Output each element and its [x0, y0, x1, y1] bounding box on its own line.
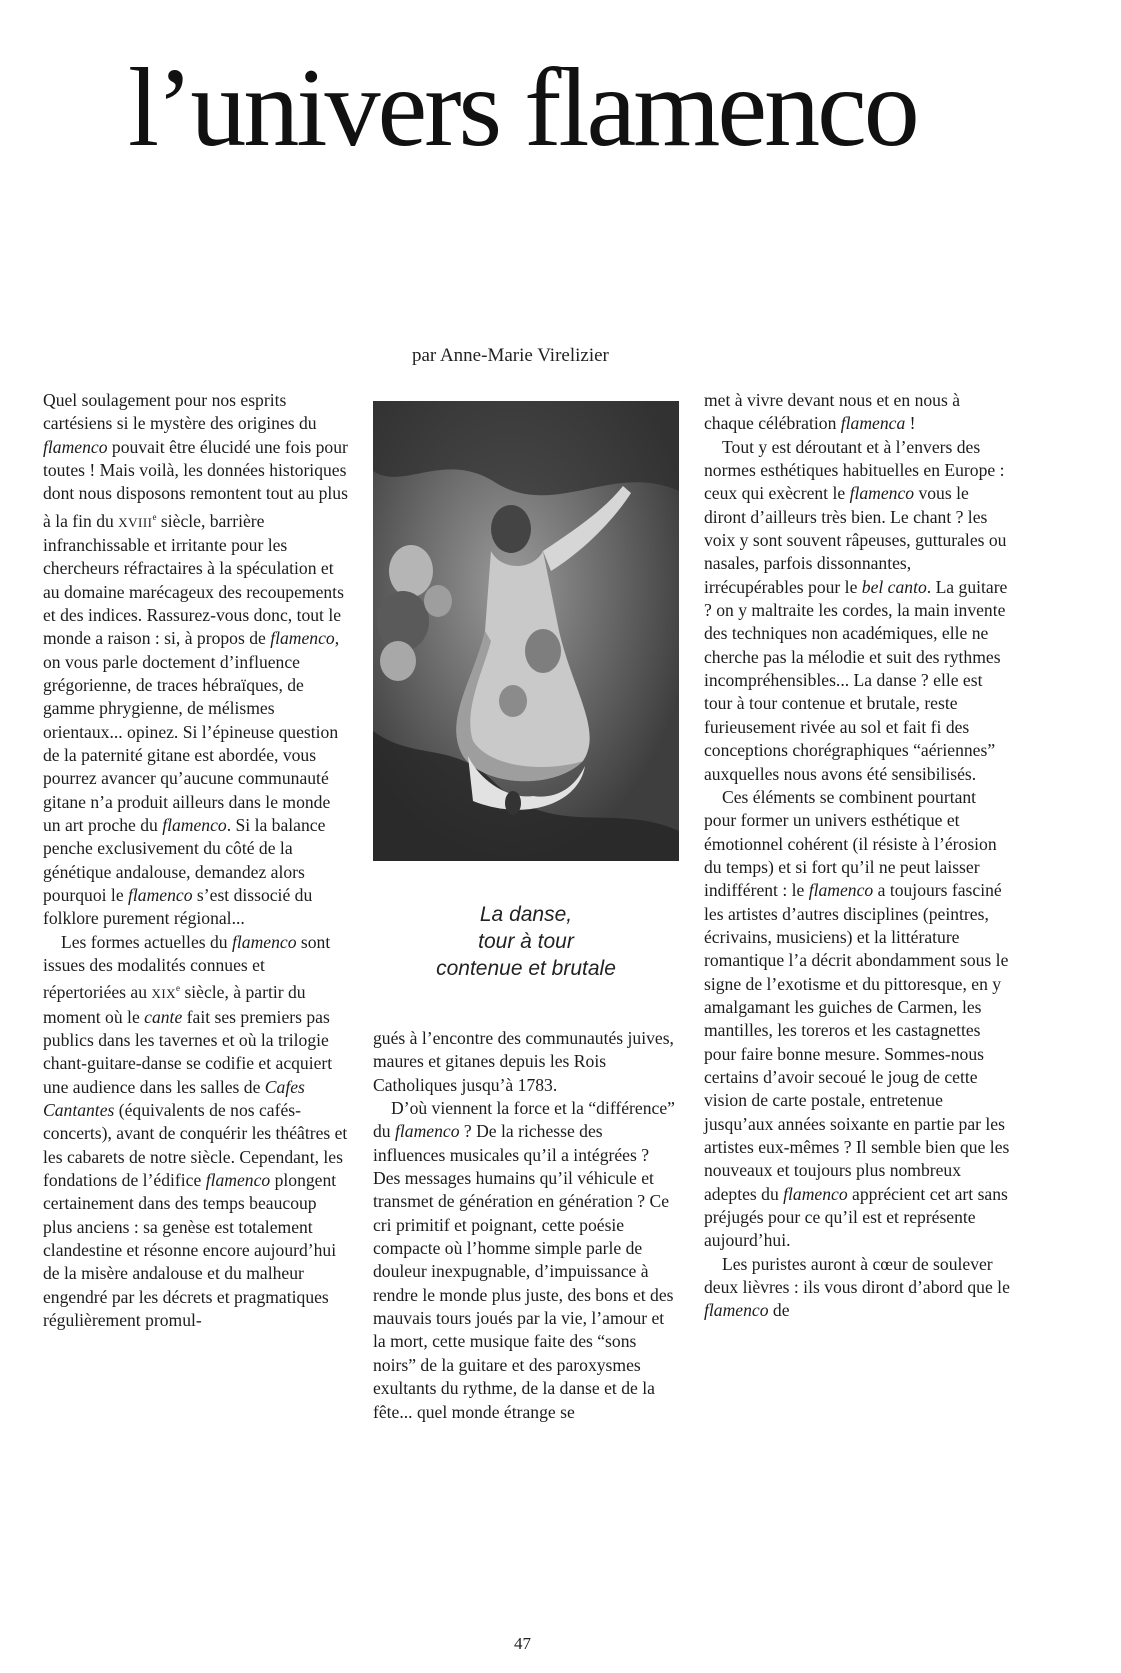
century-numeral: XVIII [118, 514, 153, 530]
text-run: met à vivre devant nous et en nous à chaque célébration [704, 390, 961, 434]
paragraph [704, 436, 1011, 786]
paragraph [704, 389, 1011, 436]
text-column-3 [704, 389, 1011, 1323]
italic-term: flamenco [395, 1121, 460, 1142]
italic-term: flamenco [43, 436, 108, 457]
page-number: 47 [514, 1634, 531, 1653]
text-run: (équivalents de nos cafés-concerts), avant de conquérir les théâtres et les cabarets de notre siècle. Cependant, les fondations de l’édifice [43, 1100, 348, 1191]
paragraph [373, 1097, 677, 1424]
italic-term: flamenco [270, 628, 335, 649]
text-run: fait ses premiers pas publics dans les tavernes et où la trilogie chant-guitare-danse se codifie et acquiert une audience dans les salles de [43, 1006, 333, 1097]
text-column-2 [373, 1027, 677, 1424]
italic-term: flamenco [232, 931, 297, 952]
italic-term: flamenco [128, 885, 193, 906]
text-column-1 [43, 389, 350, 1332]
dancer-drawing [373, 401, 679, 861]
text-run: apprécient cet art sans préjugés pour ce qu’il est et représente aujourd’hui. [704, 1183, 1008, 1251]
text-run: plongent certainement dans des temps beaucoup plus anciens : sa genèse est totalement clandestine et résonne encore aujourd’hui de la misère andalouse et du malheur engendré par les décrets et pragmatiques régulièrement promul- [43, 1170, 337, 1331]
text-run: de [768, 1300, 790, 1321]
caption-line: La danse, [479, 903, 573, 926]
italic-term: cante [144, 1006, 183, 1027]
century-numeral: XIX [151, 986, 177, 1002]
paragraph: gués à l’encontre des communautés juives, maures et gitanes depuis les Rois Catholiques jusqu’à 1783. [373, 1028, 674, 1095]
text-run: Les formes actuelles du [61, 931, 232, 952]
text-run: . Si la balance penche exclusivement du côté de la génétique andalouse, demandez alors pourquoi le [43, 815, 326, 906]
article-title: l’univers flamenco [128, 46, 917, 170]
text-run: a toujours fasciné les artistes d’autres disciplines (peintres, écrivains, musiciens) et la littérature romantique l’a décrit abondamment sous le signe de l’exotisme et du pittoresque, en y amalgamant les guiches de Carmen, les mantilles, les toreros et les castagnettes pour faire bonne mesure. Sommes-nous certains d’avoir secoué le joug de cette vision de carte postale, entretenue jusqu’aux années soixante en partie par les artistes eux-mêmes ? Il semble bien que les nouveaux et toujours plus nombreux adeptes du [704, 880, 1010, 1204]
text-run: Les puristes auront à cœur de soulever deux lièvres : ils vous diront d’abord que le [704, 1253, 1010, 1298]
italic-term: flamenca [840, 413, 906, 434]
paragraph [704, 786, 1011, 1253]
italic-term: flamenco [162, 815, 227, 836]
dancer-illustration [373, 401, 679, 861]
italic-term: flamenco [783, 1183, 848, 1204]
italic-term: flamenco [849, 483, 915, 504]
superscript: e [176, 983, 181, 994]
superscript: e [152, 511, 157, 522]
text-run: s’est dissocié du folklore purement régional... [43, 885, 313, 929]
caption-line: tour à tour [478, 930, 574, 953]
italic-term: bel canto [861, 576, 927, 597]
figure-caption [373, 901, 679, 982]
text-run: siècle, à partir du moment où le [43, 982, 306, 1027]
paragraph [704, 1253, 1011, 1323]
text-run: . La guitare ? on y maltraite les cordes, la main invente des techniques non académiques, elle ne cherche pas la mélodie et suit des rythmes incompréhensibles... La danse ? elle est tour à tour contenue et brutale, reste furieusement rivée au sol et fait fi des conceptions chorégraphiques “aériennes” auxquelles nous avons été sensibilisés. [704, 576, 1008, 784]
text-run: D’où viennent la force et la “différence” du [373, 1098, 675, 1142]
text-run: siècle, barrière infranchissable et irritante pour les chercheurs réfractaires à la spéculation et au domaine marécageux des recoupements et des indices. Rassurez-vous donc, tout le monde a raison : si, à propos de [43, 510, 344, 649]
italic-term: flamenco [205, 1170, 271, 1191]
text-run: sont issues des modalités connues et répertoriées au [43, 931, 331, 1003]
text-run: Tout y est déroutant et à l’envers des normes esthétiques habituelles en Europe : ceux qui exècrent le [704, 436, 1005, 504]
text-run: ! [905, 413, 916, 434]
italic-term: flamenco [808, 880, 874, 901]
article-byline: par Anne-Marie Virelizier [412, 345, 609, 366]
text-run: , on vous parle doctement d’influence grégorienne, de traces hébraïques, de gamme phrygienne, de mélismes orientaux... opinez. Si l’épineuse question de la paternité gitane est abordée, vous pourrez avancer qu’aucune communauté gitane n’a produit ailleurs dans le monde un art proche du [43, 628, 340, 836]
italic-term: Cafes Cantantes [43, 1076, 305, 1121]
text-run: Ces éléments se combinent pourtant pour former un univers esthétique et émotionnel cohérent (il résiste à l’érosion du temps) et si fort qu’il ne peut laisser indifférent : le [704, 786, 997, 901]
italic-term: flamenco [704, 1300, 769, 1321]
text-run: pouvait être élucidé une fois pour toutes ! Mais voilà, les données historiques dont nous disposons remontent tout au plus à la fin du [43, 436, 348, 531]
text-run: Quel soulagement pour nos esprits cartésiens si le mystère des origines du [43, 390, 317, 434]
text-run: vous le diront d’ailleurs très bien. Le chant ? les voix y sont souvent râpeuses, gutturales ou nasales, parfois dissonnantes, irrécupérables pour le [704, 483, 1007, 597]
paragraph [43, 931, 350, 1333]
paragraph [43, 389, 350, 931]
text-run: ? De la richesse des influences musicales qu’il a intégrées ? Des messages humains qu’il véhicule et transmet de génération en génération ? Ce cri primitif et poignant, cette poésie compacte où l’homme simple parle de douleur inexpugnable, d’impuissance à rendre le monde plus juste, des bons et des mauvais tours joués par la vie, l’amour et la mort, cette musique faite des “sons noirs” de la guitare et des paroxysmes exultants du rythme, de la danse et de la fête... quel monde étrange se [373, 1121, 674, 1422]
caption-line: contenue et brutale [436, 957, 616, 980]
